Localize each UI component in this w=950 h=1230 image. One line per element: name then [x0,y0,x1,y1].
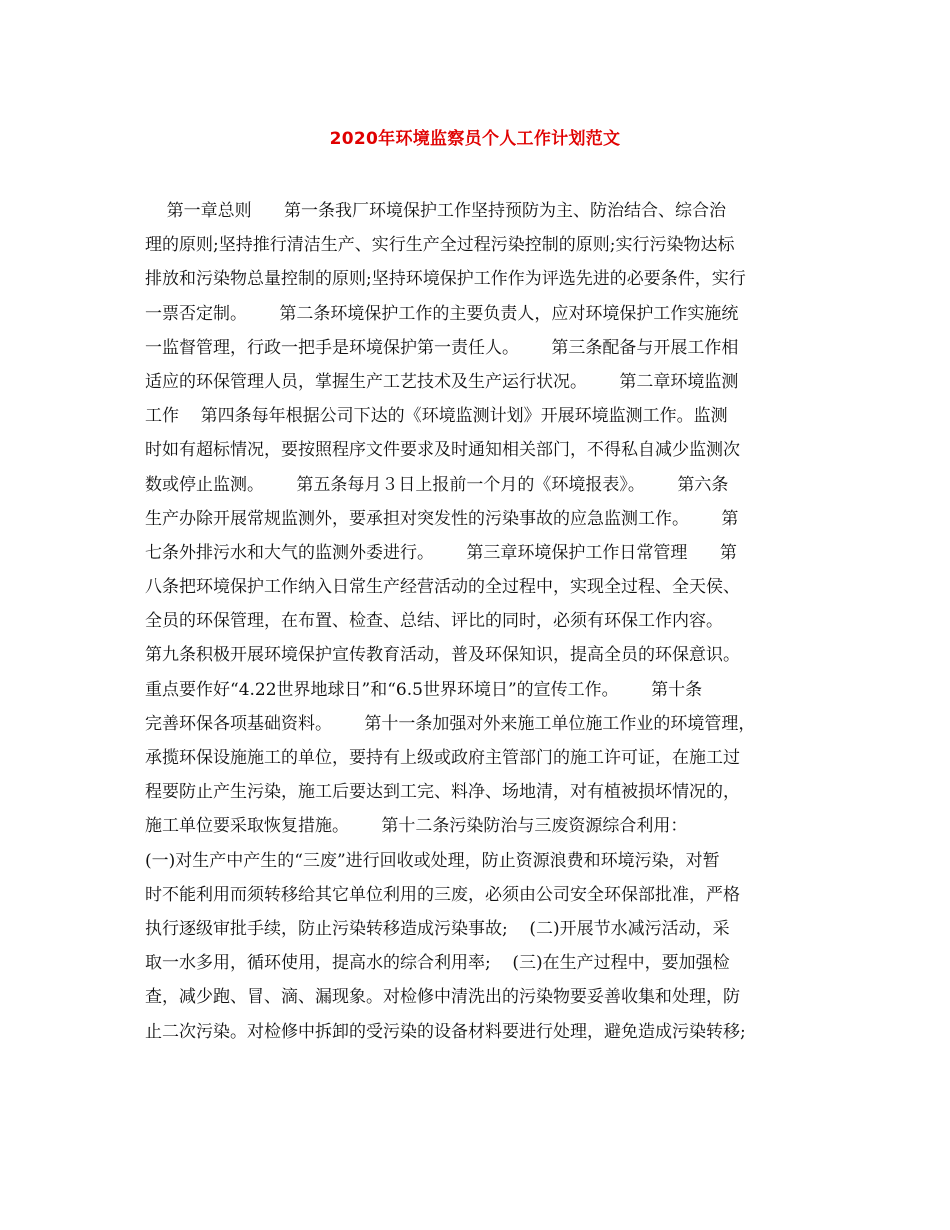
text-line: 施工单位要采取恢复措施。 第十二条污染防治与三废资源综合利用： [145,816,688,837]
text-line: (一)对生产中产生的“三废”进行回收或处理，防止资源浪费和环境污染，对暂 [145,850,720,871]
text-line: 完善环保各项基础资料。 第十一条加强对外来施工单位施工作业的环境管理， [145,713,756,734]
text-line: 排放和污染物总量控制的原则;坚持环境保护工作作为评选先进的必要条件，实行 [145,269,746,290]
text-line: 重点要作好“4.22世界地球日”和“6.5世界环境日”的宣传工作。 第十条 [145,679,703,700]
text-line: 第一章总则 第一条我厂环境保护工作坚持预防为主、防治结合、综合治 [145,201,727,221]
text-line: 止二次污染。对检修中拆卸的受污染的设备材料要进行处理，避免造成污染转移; [145,1021,746,1042]
text-line: 程要防止产生污染，施工后要达到工完、料净、场地清，对有植被损坏情况的， [145,782,740,803]
text-line: 适应的环保管理人员，掌握生产工艺技术及生产运行状况。 第二章环境监测 [145,371,739,392]
text-line: 理的原则;坚持推行清洁生产、实行生产全过程污染控制的原则;实行污染物达标 [145,235,735,256]
document-body [145,194,805,1049]
text-line: 执行逐级审批手续，防止污染转移造成污染事故; (二)开展节水减污活动，采 [145,918,730,939]
text-line: 七条外排污水和大气的监测外委进行。 第三章环境保护工作日常管理 第 [145,542,737,563]
text-line: 第九条积极开展环境保护宣传教育活动，普及环保知识，提高全员的环保意识。 [145,645,740,666]
text-line: 工作 第四条每年根据公司下达的《环境监测计划》开展环境监测工作。监测 [145,406,728,427]
text-line: 全员的环保管理，在布置、检查、总结、评比的同时，必须有环保工作内容。 [145,611,723,632]
text-line: 八条把环境保护工作纳入日常生产经营活动的全过程中，实现全过程、全天侯、 [145,577,740,598]
text-line: 时不能利用而须转移给其它单位利用的三废，必须由公司安全环保部批准，严格 [145,884,740,905]
text-line: 一票否定制。 第二条环境保护工作的主要负责人，应对环境保护工作实施统 [145,303,739,324]
text-line: 承揽环保设施施工的单位，要持有上级或政府主管部门的施工许可证，在施工过 [145,748,740,768]
document-title: 2020年环境监察员个人工作计划范文 [329,129,621,149]
text-line: 数或停止监测。 第五条每月３日上报前一个月的《环境报表》。 第六条 [145,474,729,495]
text-line: 生产办除开展常规监测外，要承担对突发性的污染事故的应急监测工作。 第 [145,508,739,529]
text-line: 时如有超标情况，要按照程序文件要求及时通知相关部门，不得私自减少监测次 [145,440,740,461]
text-line: 取一水多用，循环使用，提高水的综合利用率; (三)在生产过程中，要加强检 [145,953,730,974]
text-line: 查，减少跑、冒、滴、漏现象。对检修中清洗出的污染物要妥善收集和处理，防 [145,987,740,1008]
text-line: 一监督管理，行政一把手是环境保护第一责任人。 第三条配备与开展工作相 [145,337,739,358]
